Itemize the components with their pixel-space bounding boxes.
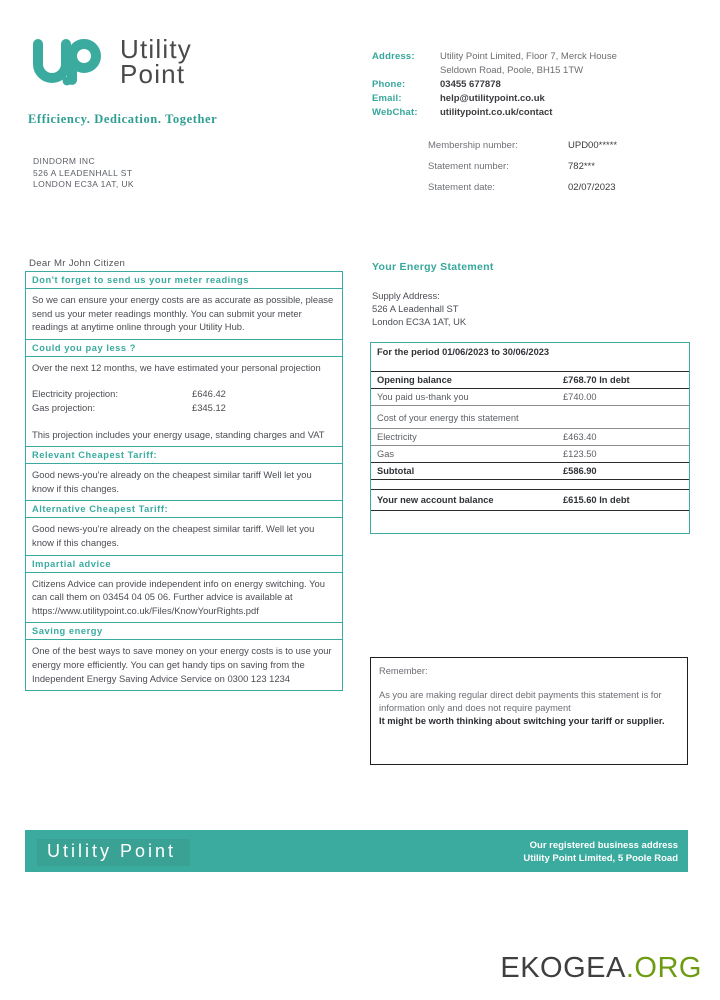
- remember-body: As you are making regular direct debit payments this statement is for information only and does not require payment: [379, 690, 662, 713]
- supply-address-block: [372, 289, 466, 328]
- brand-name-line2: Point: [120, 59, 186, 89]
- table-row-gas: [371, 445, 689, 462]
- address-line1: Utility Point Limited, Floor 7, Merck House: [440, 51, 617, 62]
- projection-row-gas: [32, 401, 336, 415]
- billing-summary-table: [370, 342, 690, 534]
- contact-row-phone: [372, 78, 692, 92]
- ekogea-watermark: [500, 952, 702, 985]
- panel-pay-less: [25, 339, 343, 447]
- brand-wordmark: [120, 34, 192, 89]
- watermark-main: EKOGEA: [500, 952, 626, 984]
- panel-saving-energy: [25, 622, 343, 691]
- address-line2: Seldown Road, Poole, BH15 1TW: [440, 65, 584, 76]
- address-label: Address:: [372, 51, 415, 62]
- opening-balance-label: Opening balance: [371, 372, 557, 389]
- contact-row-address2: [372, 64, 692, 78]
- statement-date-value: 02/07/2023: [568, 182, 616, 193]
- panel-alternative-tariff: [25, 500, 343, 555]
- email-label: Email:: [372, 93, 402, 104]
- panel-impartial-advice-heading: Impartial advice: [26, 556, 342, 573]
- membership-number-label: Membership number:: [428, 140, 518, 151]
- panel-relevant-tariff: [25, 446, 343, 501]
- panel-meter-heading: Don't forget to send us your meter readings: [26, 272, 342, 289]
- gas-projection-value: £345.12: [192, 401, 226, 413]
- table-row-gap2: [371, 479, 689, 489]
- email-value[interactable]: help@utilitypoint.co.uk: [440, 93, 545, 104]
- spacer: [32, 415, 336, 428]
- footer-address-line1: Our registered business address: [529, 840, 678, 851]
- panel-impartial-advice: [25, 555, 343, 624]
- statement-number-label: Statement number:: [428, 161, 509, 172]
- panel-alternative-tariff-body: Good news-you're already on the cheapest similar tariff. Well let you know if this changes.: [32, 523, 315, 548]
- meta-row-membership: [428, 135, 698, 156]
- brand-name-line1: Utility: [120, 34, 192, 64]
- statement-date-label: Statement date:: [428, 182, 496, 193]
- customer-address-line1: DINDORM INC: [33, 156, 96, 166]
- contact-row-address: [372, 50, 692, 64]
- panel-meter-body: So we can ensure your energy costs are as accurate as possible, please send us your meter readings monthly. You can submit your meter readings at anytime online through your Utility Hub.: [32, 294, 334, 333]
- footer-brand: Utility Point: [37, 839, 190, 866]
- remember-heading: Remember:: [379, 666, 428, 676]
- supply-address-line2: London EC3A 1AT, UK: [372, 316, 467, 327]
- electricity-label: Electricity: [371, 428, 557, 445]
- contact-row-email: [372, 92, 692, 106]
- brand-header: [28, 34, 328, 127]
- opening-balance-value: £768.70 In debt: [557, 372, 689, 389]
- membership-number-value: UPD00*****: [568, 140, 618, 151]
- contact-row-webchat: [372, 106, 692, 120]
- watermark-suffix: .ORG: [625, 952, 702, 984]
- footer-banner: [25, 830, 688, 872]
- electricity-value: £463.40: [557, 428, 689, 445]
- panel-pay-less-heading: Could you pay less ?: [26, 340, 342, 357]
- panel-saving-energy-heading: Saving energy: [26, 623, 342, 640]
- projection-intro: Over the next 12 months, we have estimated your personal projection: [32, 361, 321, 373]
- spacer: [32, 374, 336, 387]
- table-row-cost-heading: [371, 406, 689, 429]
- paid-label: You paid us-thank you: [371, 389, 557, 406]
- panel-relevant-tariff-heading: Relevant Cheapest Tariff:: [26, 447, 342, 464]
- company-contact-block: [372, 50, 692, 120]
- webchat-label: WebChat:: [372, 107, 418, 118]
- subtotal-label: Subtotal: [371, 462, 557, 479]
- salutation: Dear Mr John Citizen: [29, 258, 126, 269]
- panel-impartial-advice-body: Citizens Advice can provide independent info on energy switching. You can call them on 03454 04 05 06. Further advice is available at https://www.utilitypoint.co.uk/Files/KnowYourRights.pdf: [32, 577, 325, 616]
- projection-row-electricity: [32, 387, 336, 401]
- meta-row-statement-date: [428, 177, 698, 198]
- gas-projection-label: Gas projection:: [32, 401, 96, 413]
- electricity-projection-value: £646.42: [192, 388, 226, 400]
- billing-period: For the period 01/06/2023 to 30/06/2023: [377, 347, 550, 357]
- new-balance-value: £615.60 In debt: [557, 489, 689, 510]
- phone-value: 03455 677878: [440, 79, 501, 90]
- brand-tagline: Efficiency. Dedication. Together: [28, 112, 218, 126]
- gas-label: Gas: [371, 445, 557, 462]
- table-row-electricity: [371, 428, 689, 445]
- account-meta-block: [428, 135, 698, 198]
- footer-registered-address: [523, 839, 678, 865]
- customer-address-line2: 526 A LEADENHALL ST: [33, 167, 133, 178]
- gas-value: £123.50: [557, 445, 689, 462]
- table-row-new-balance: [371, 489, 689, 510]
- supply-address-label: Supply Address:: [372, 290, 440, 301]
- statement-number-value: 782***: [568, 161, 595, 172]
- table-row-gap: [371, 362, 689, 372]
- table-row-opening-balance: [371, 372, 689, 389]
- projection-note: This projection includes your energy usage, standing charges and VAT: [32, 428, 325, 440]
- remember-bold-note: It might be worth thinking about switching your tariff or supplier.: [379, 716, 665, 726]
- remember-box: [370, 657, 688, 765]
- utility-point-logo-icon: [28, 34, 106, 90]
- electricity-projection-label: Electricity projection:: [32, 388, 118, 400]
- panel-alternative-tariff-heading: Alternative Cheapest Tariff:: [26, 501, 342, 518]
- cost-of-energy-label: Cost of your energy this statement: [377, 413, 519, 423]
- webchat-value[interactable]: utilitypoint.co.uk/contact: [440, 107, 553, 118]
- panel-meter-readings: [25, 271, 343, 340]
- supply-address-line1: 526 A Leadenhall ST: [372, 303, 459, 314]
- panel-saving-energy-body: One of the best ways to save money on your energy costs is to use your energy more efficiently. You can get handy tips on saving from the Independent Energy Saving Advice Service on 0300 123 1234: [32, 645, 332, 684]
- paid-value: £740.00: [557, 389, 689, 406]
- letter-column: [25, 258, 343, 691]
- address-label-spacer: [372, 64, 440, 78]
- table-row-paid: [371, 389, 689, 406]
- panel-relevant-tariff-body: Good news-you're already on the cheapest similar tariff Well let you know if this changes.: [32, 469, 312, 494]
- subtotal-value: £586.90: [557, 462, 689, 479]
- statement-title: Your Energy Statement: [372, 261, 494, 273]
- table-row-period: [371, 343, 689, 362]
- meta-row-statement-number: [428, 156, 698, 177]
- panel-pay-less-body: [26, 357, 342, 446]
- customer-address-line3: LONDON EC3A 1AT, UK: [33, 179, 134, 189]
- customer-address-block: [33, 156, 134, 191]
- table-row-tail: [371, 510, 689, 533]
- new-balance-label: Your new account balance: [371, 489, 557, 510]
- phone-label: Phone:: [372, 79, 406, 90]
- footer-address-line2: Utility Point Limited, 5 Poole Road: [523, 853, 678, 864]
- table-row-subtotal: [371, 462, 689, 479]
